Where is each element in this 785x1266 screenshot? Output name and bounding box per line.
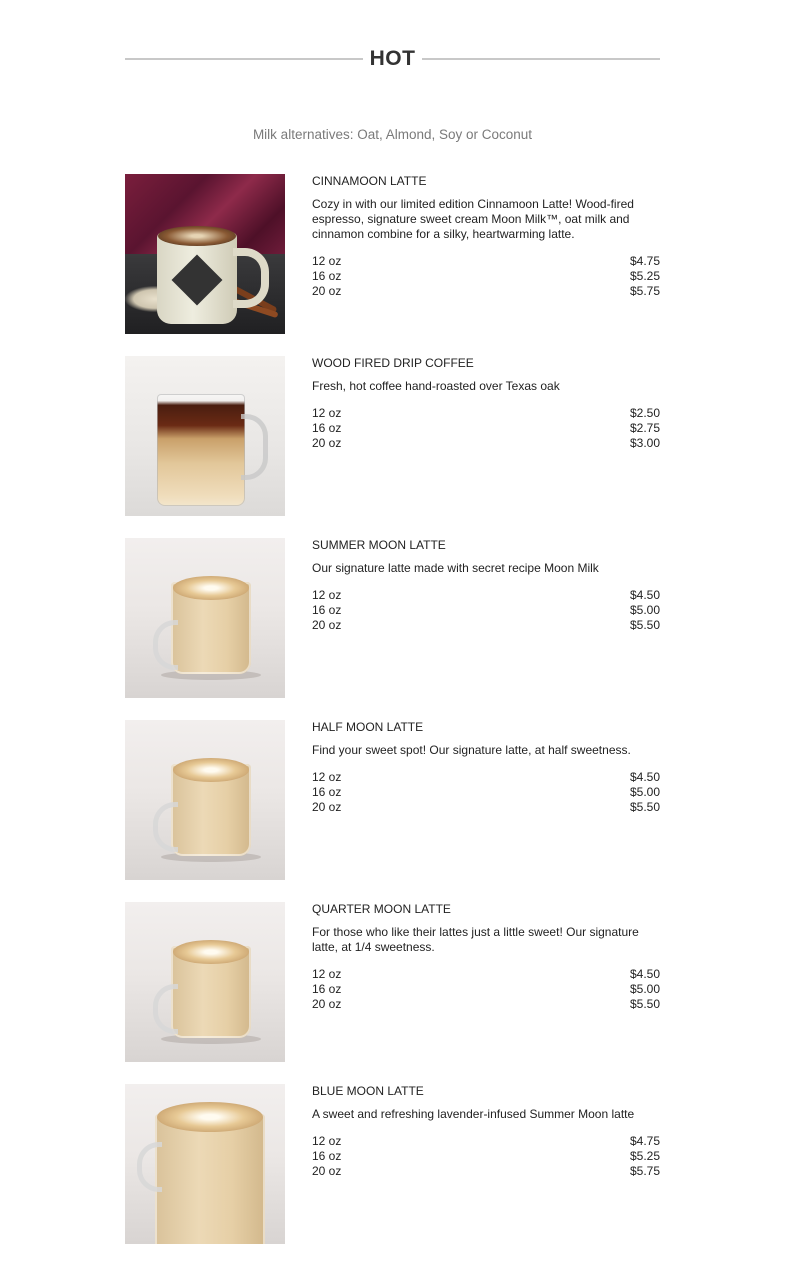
menu-item-name[interactable]: BLUE MOON LATTE [312,1084,424,1098]
size-label: 16 oz [312,421,342,435]
menu-item-description: Cozy in with our limited edition Cinnamoon Latte! Wood-fired espresso, signature sweet cream Moon Milk™, oat milk and cinnamon combine for a silky, heartwarming latte. [312,197,634,241]
menu-item-description: Find your sweet spot! Our signature latte, at half sweetness. [312,743,631,757]
menu-list [125,174,660,1266]
price-row [312,1149,660,1164]
size-label: 20 oz [312,1164,342,1178]
summer-moon-latte-photo[interactable] [125,538,285,698]
menu-item-name[interactable]: HALF MOON LATTE [312,720,424,734]
price-list [312,588,660,633]
size-label: 16 oz [312,269,342,283]
size-label: 12 oz [312,254,342,268]
drip-coffee-photo[interactable] [125,356,285,516]
size-label: 20 oz [312,997,342,1011]
price-value: $4.75 [629,254,660,268]
header-rule-right [422,58,660,60]
price-value: $5.50 [629,618,660,632]
section-title: HOT [369,47,416,70]
menu-item[interactable] [125,356,660,516]
menu-item[interactable] [125,902,660,1062]
price-row [312,436,660,451]
price-value: $4.50 [629,588,660,602]
price-row [312,785,660,800]
price-value: $5.25 [629,269,660,283]
menu-item-info [312,538,660,698]
menu-item-description: For those who like their lattes just a little sweet! Our signature latte, at 1/4 sweetness. [312,925,639,954]
menu-item-info [312,356,660,516]
price-row [312,967,660,982]
section-header [125,44,660,74]
menu-item-description: A sweet and refreshing lavender-infused Summer Moon latte [312,1107,635,1121]
price-value: $5.75 [629,1164,660,1178]
price-value: $4.75 [629,1134,660,1148]
price-value: $4.50 [629,770,660,784]
menu-item-info [312,902,660,1062]
size-label: 12 oz [312,1134,342,1148]
price-row [312,588,660,603]
menu-item-description: Our signature latte made with secret recipe Moon Milk [312,561,599,575]
price-row [312,1134,660,1149]
price-list [312,967,660,1012]
price-row [312,982,660,997]
price-row [312,997,660,1012]
price-value: $5.50 [629,997,660,1011]
menu-item[interactable] [125,1084,660,1244]
price-value: $5.25 [629,1149,660,1163]
price-row [312,1164,660,1179]
price-row [312,800,660,815]
price-value: $4.50 [629,967,660,981]
menu-item-info [312,720,660,880]
menu-item-name[interactable]: WOOD FIRED DRIP COFFEE [312,356,474,370]
price-value: $5.00 [629,785,660,799]
header-rule-left [125,58,363,60]
price-value: $5.00 [629,982,660,996]
menu-item[interactable] [125,174,660,334]
size-label: 16 oz [312,982,342,996]
price-value: $5.75 [629,284,660,298]
blue-moon-latte-photo[interactable] [125,1084,285,1244]
menu-item-info [312,1084,660,1244]
price-row [312,421,660,436]
size-label: 16 oz [312,1149,342,1163]
menu-item-info [312,174,660,334]
menu-item[interactable] [125,538,660,698]
milk-alternatives-note: Milk alternatives: Oat, Almond, Soy or Coconut [252,127,533,142]
half-moon-latte-photo[interactable] [125,720,285,880]
price-value: $5.50 [629,800,660,814]
size-label: 20 oz [312,800,342,814]
size-label: 20 oz [312,618,342,632]
menu-item-description: Fresh, hot coffee hand-roasted over Texas oak [312,379,560,393]
size-label: 16 oz [312,603,342,617]
size-label: 12 oz [312,770,342,784]
price-row [312,254,660,269]
size-label: 20 oz [312,436,342,450]
size-label: 12 oz [312,406,342,420]
price-value: $5.00 [629,603,660,617]
price-row [312,284,660,299]
price-value: $2.50 [629,406,660,420]
size-label: 20 oz [312,284,342,298]
price-row [312,770,660,785]
quarter-moon-latte-photo[interactable] [125,902,285,1062]
price-list [312,406,660,451]
price-list [312,1134,660,1179]
menu-item[interactable] [125,720,660,880]
price-value: $2.75 [629,421,660,435]
price-row [312,406,660,421]
size-label: 12 oz [312,588,342,602]
price-list [312,254,660,299]
price-row [312,603,660,618]
menu-item-name[interactable]: CINNAMOON LATTE [312,174,427,188]
price-row [312,269,660,284]
price-row [312,618,660,633]
menu-item-name[interactable]: SUMMER MOON LATTE [312,538,446,552]
price-list [312,770,660,815]
cinnamoon-latte-photo[interactable] [125,174,285,334]
menu-item-name[interactable]: QUARTER MOON LATTE [312,902,451,916]
size-label: 16 oz [312,785,342,799]
size-label: 12 oz [312,967,342,981]
price-value: $3.00 [629,436,660,450]
